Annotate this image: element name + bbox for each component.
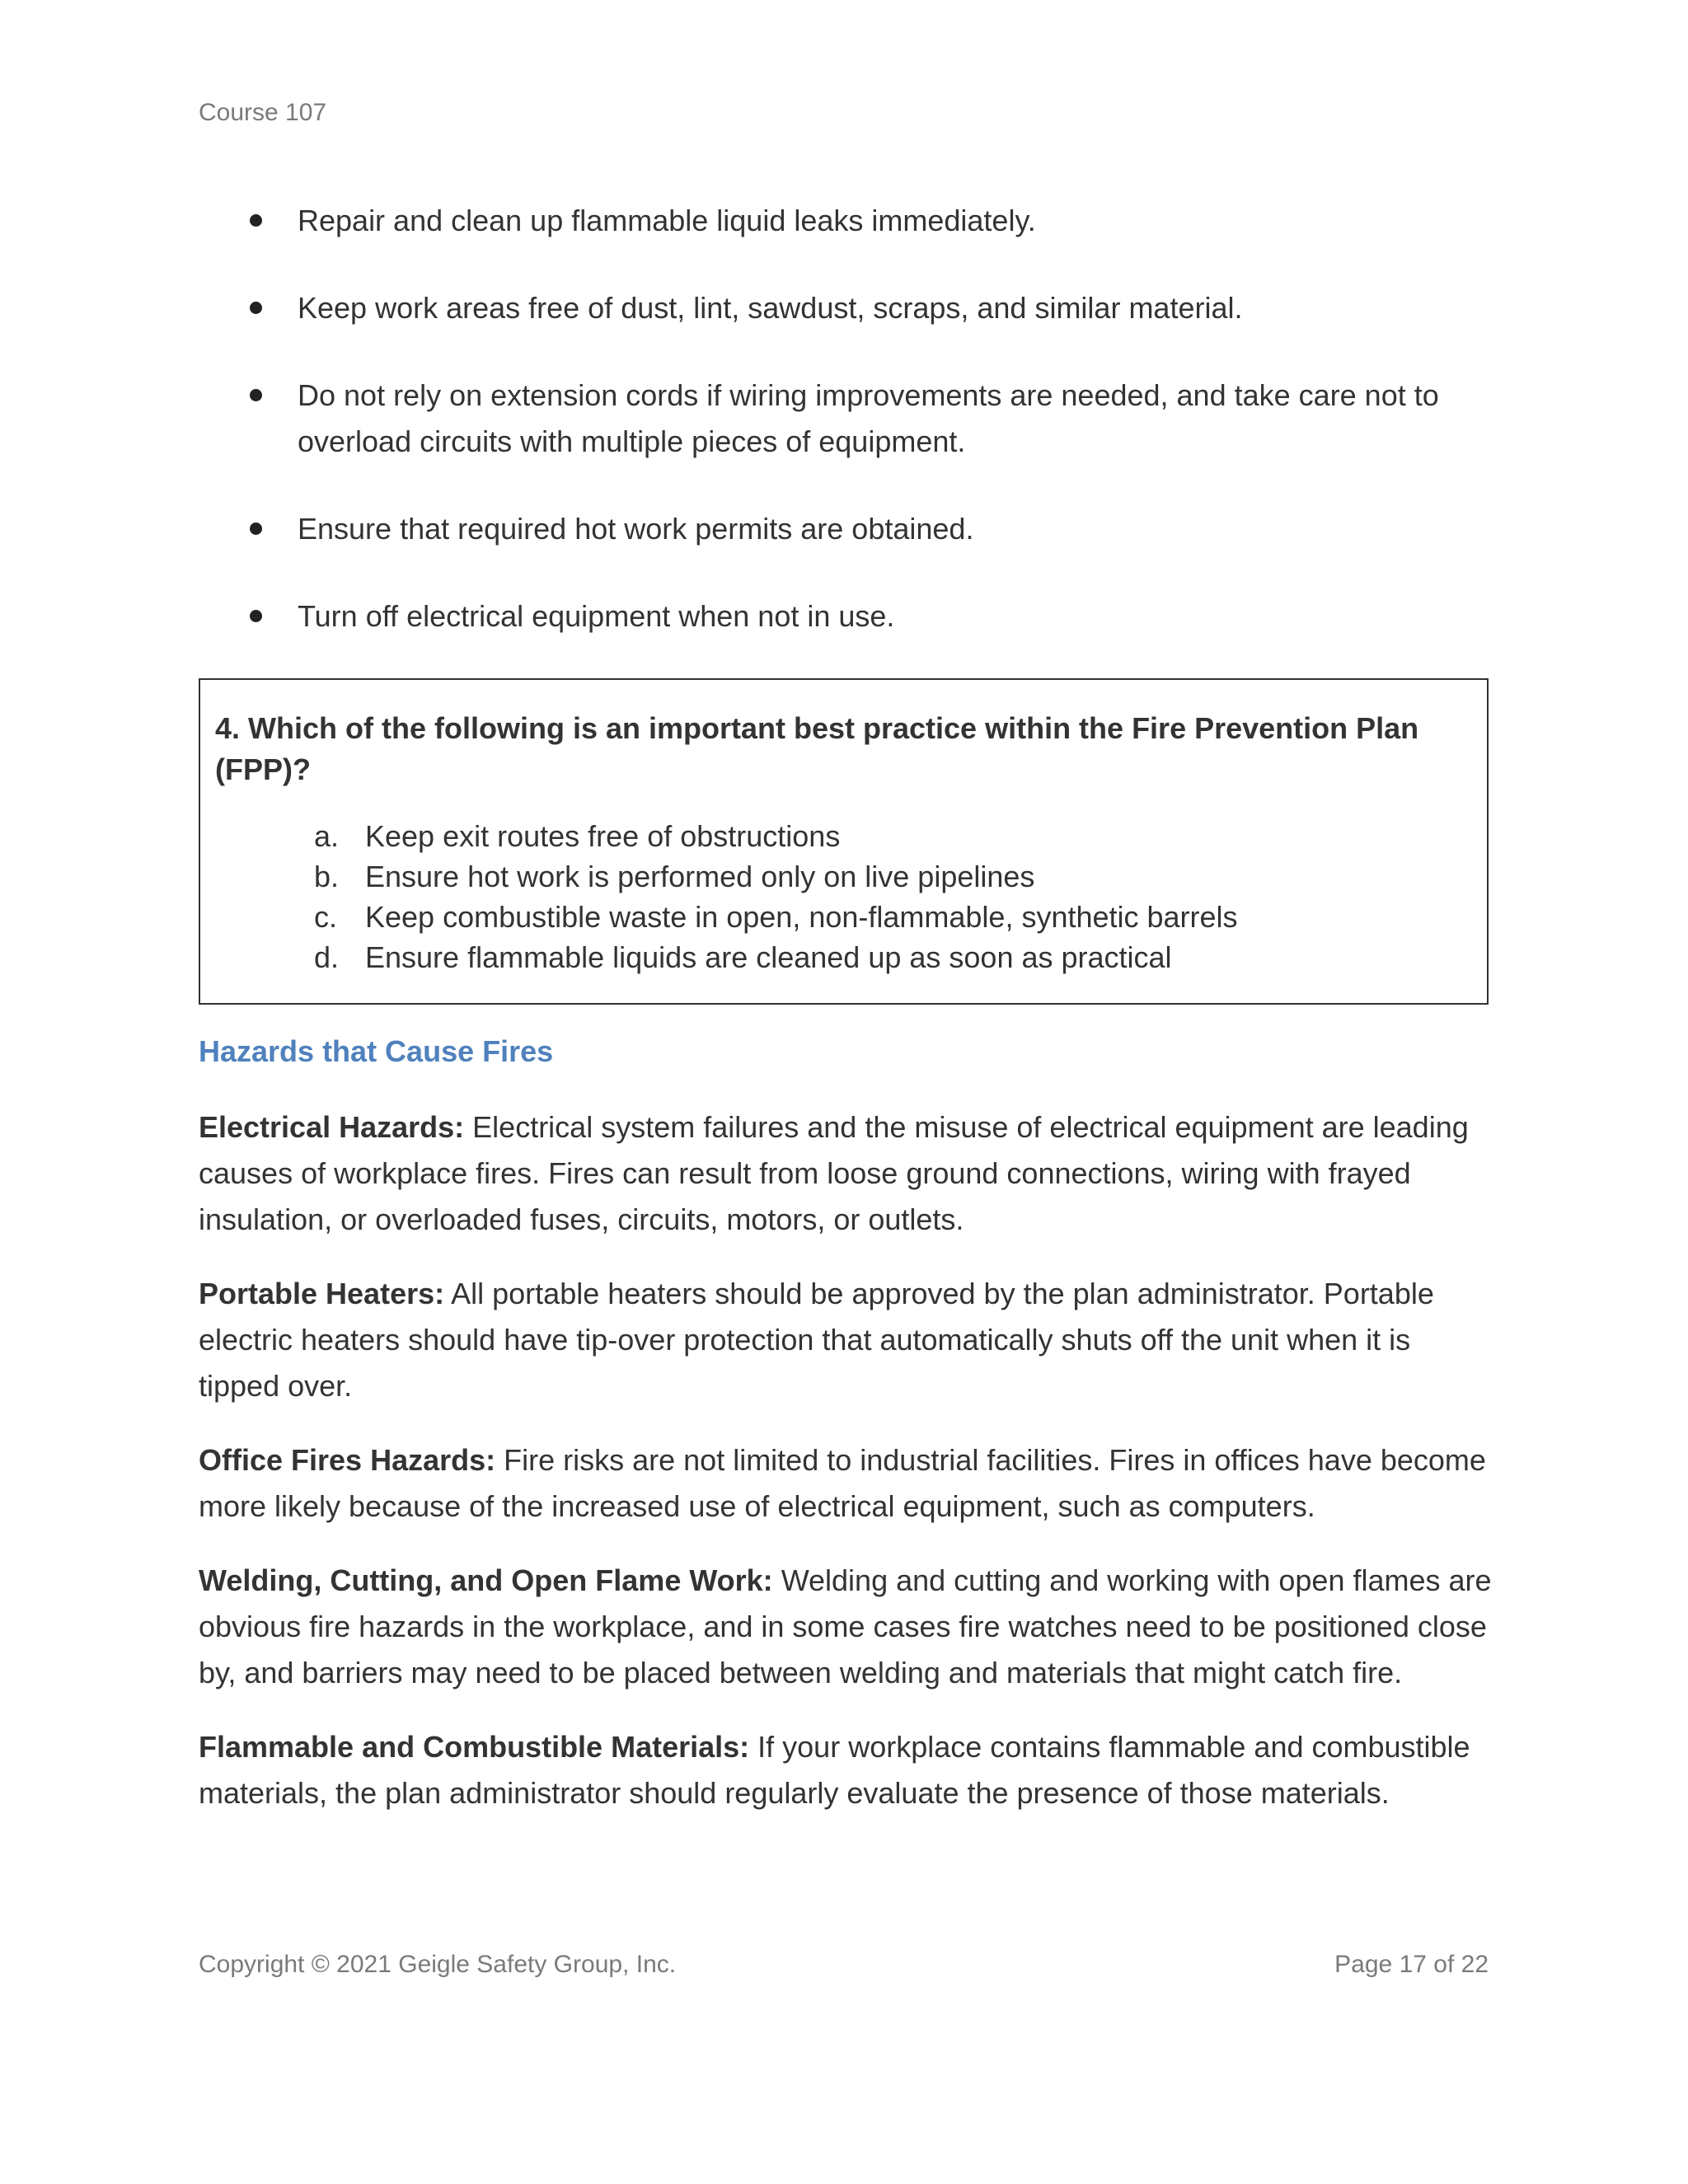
paragraph-portable-heaters — [199, 1271, 1493, 1409]
bullet-list — [199, 198, 1493, 681]
list-item — [199, 506, 1493, 552]
option-text: Ensure hot work is performed only on live pipelines — [365, 860, 1035, 893]
paragraph-flammable-materials — [199, 1724, 1493, 1816]
list-item — [199, 373, 1493, 465]
quiz-options — [200, 816, 1437, 977]
paragraph-lead: Office Fires Hazards: — [199, 1443, 496, 1477]
paragraph-lead: Flammable and Combustible Materials: — [199, 1730, 750, 1764]
bullet-icon — [250, 389, 262, 401]
quiz-box — [199, 678, 1489, 1005]
option-text: Keep combustible waste in open, non-flammable, synthetic barrels — [365, 900, 1238, 934]
bullet-icon — [250, 610, 262, 622]
option-text: Ensure flammable liquids are cleaned up as soon as practical — [365, 940, 1172, 974]
option-letter: c. — [314, 900, 338, 934]
quiz-question: 4. Which of the following is an important best practice within the Fire Prevention Plan (FPP)? — [215, 711, 1419, 786]
paragraph-electrical-hazards — [199, 1104, 1493, 1243]
section-heading: Hazards that Cause Fires — [199, 1034, 554, 1068]
paragraph-lead: Electrical Hazards: — [199, 1110, 465, 1144]
paragraph-lead: Welding, Cutting, and Open Flame Work: — [199, 1563, 773, 1597]
paragraph-body: Electrical system failures and the misuse of electrical equipment are leading causes of workplace fires. Fires can result from loose ground connections, wiring with frayed insulation, or overloaded fuses, circuits, motors, or outlets. — [199, 1110, 1469, 1236]
bullet-text: Do not rely on extension cords if wiring improvements are needed, and take care not to overload circuits with multiple pieces of equipment. — [298, 378, 1439, 458]
paragraph-body: If your workplace contains flammable and combustible materials, the plan administrator should regularly evaluate the presence of those materials. — [199, 1730, 1470, 1810]
option-letter: d. — [314, 940, 340, 974]
list-item — [199, 593, 1493, 640]
option-letter: a. — [314, 819, 340, 853]
bullet-text: Keep work areas free of dust, lint, sawdust, scraps, and similar material. — [298, 291, 1243, 325]
paragraph-body: Welding and cutting and working with open flames are obvious fire hazards in the workplace, and in some cases fire watches need to be positioned close by, and barriers may need to be placed between welding and materials that might catch fire. — [199, 1563, 1492, 1690]
quiz-option-b — [200, 856, 1437, 897]
bullet-text: Turn off electrical equipment when not in use. — [298, 599, 895, 633]
paragraph-welding-cutting — [199, 1558, 1493, 1696]
paragraph-body: All portable heaters should be approved by the plan administrator. Portable electric heaters should have tip-over protection that automatically shuts off the unit when it is tipped over. — [199, 1277, 1434, 1403]
list-item — [199, 285, 1493, 331]
page-header: Course 107 — [199, 99, 327, 126]
option-text: Keep exit routes free of obstructions — [365, 819, 841, 853]
bullet-icon — [250, 523, 262, 535]
bullet-text: Ensure that required hot work permits are obtained. — [298, 512, 974, 546]
footer-copyright: Copyright © 2021 Geigle Safety Group, Inc. — [199, 1951, 677, 1978]
quiz-option-c — [200, 897, 1437, 937]
quiz-option-d — [200, 937, 1437, 977]
bullet-icon — [250, 302, 262, 314]
bullet-icon — [250, 214, 262, 227]
hazard-paragraphs — [199, 1104, 1493, 1844]
paragraph-body: Fire risks are not limited to industrial facilities. Fires in offices have become more likely because of the increased use of electrical equipment, such as computers. — [199, 1443, 1486, 1523]
quiz-option-a — [200, 816, 1437, 856]
bullet-text: Repair and clean up flammable liquid leaks immediately. — [298, 204, 1036, 237]
paragraph-office-fires — [199, 1437, 1493, 1530]
list-item — [199, 198, 1493, 244]
footer-page-number: Page 17 of 22 — [1334, 1951, 1489, 1978]
paragraph-lead: Portable Heaters: — [199, 1277, 445, 1310]
option-letter: b. — [314, 860, 340, 893]
